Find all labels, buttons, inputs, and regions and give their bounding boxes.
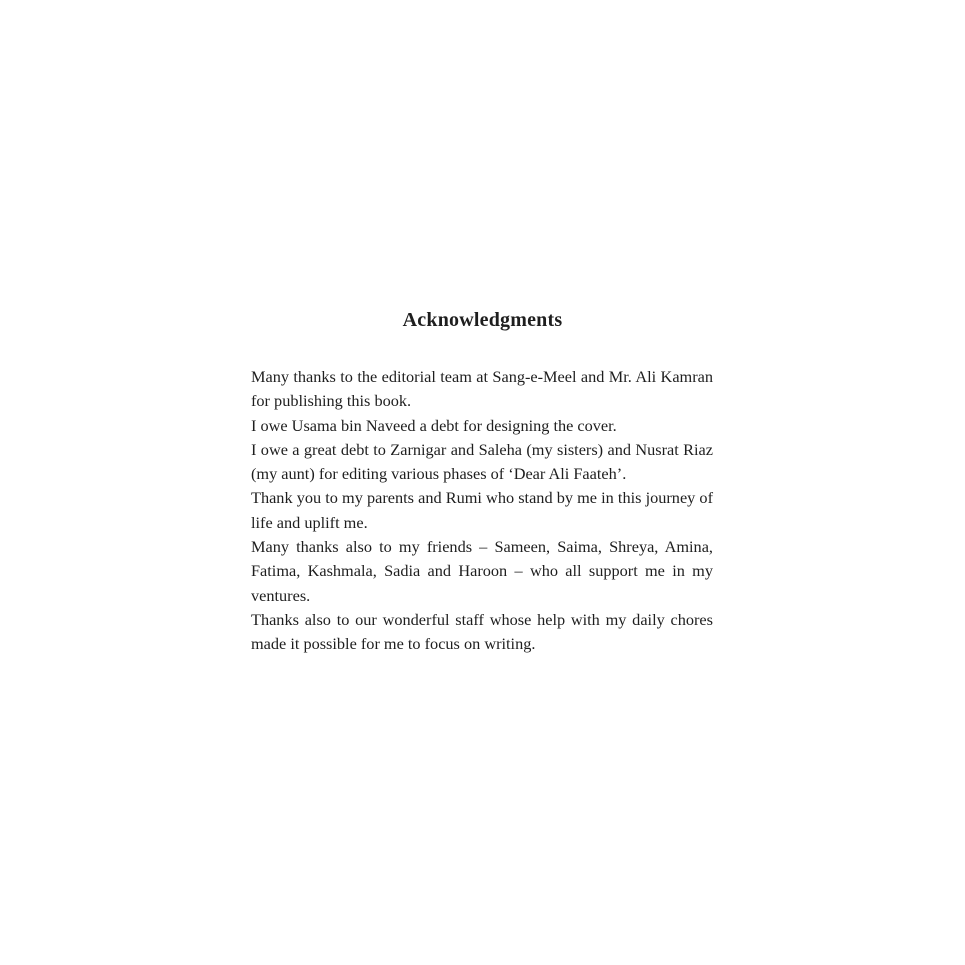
paragraph-staff: Thanks also to our wonderful staff whose help with my daily chores made it possible for me to focus on writing. (251, 609, 713, 654)
acknowledgments-body (251, 365, 713, 657)
paragraph-cover-design: I owe Usama bin Naveed a debt for designing the cover. (251, 415, 617, 435)
page-title: Acknowledgments (402, 309, 563, 331)
paragraph-editorial-team: Many thanks to the editorial team at Sang-e-Meel and Mr. Ali Kamran for publishing this book. (251, 367, 713, 411)
paragraph-editing: I owe a great debt to Zarnigar and Saleha (my sisters) and Nusrat Riaz (my aunt) for editing various phases of ‘Dear Ali Faateh’. (251, 439, 713, 484)
paragraph-parents: Thank you to my parents and Rumi who stand by me in this journey of life and uplift me. (251, 488, 713, 532)
paragraph-friends: Many thanks also to my friends – Sameen, Saima, Shreya, Amina, Fatima, Kashmala, Sadia and Haroon – who all support me in my ventures. (251, 537, 713, 605)
